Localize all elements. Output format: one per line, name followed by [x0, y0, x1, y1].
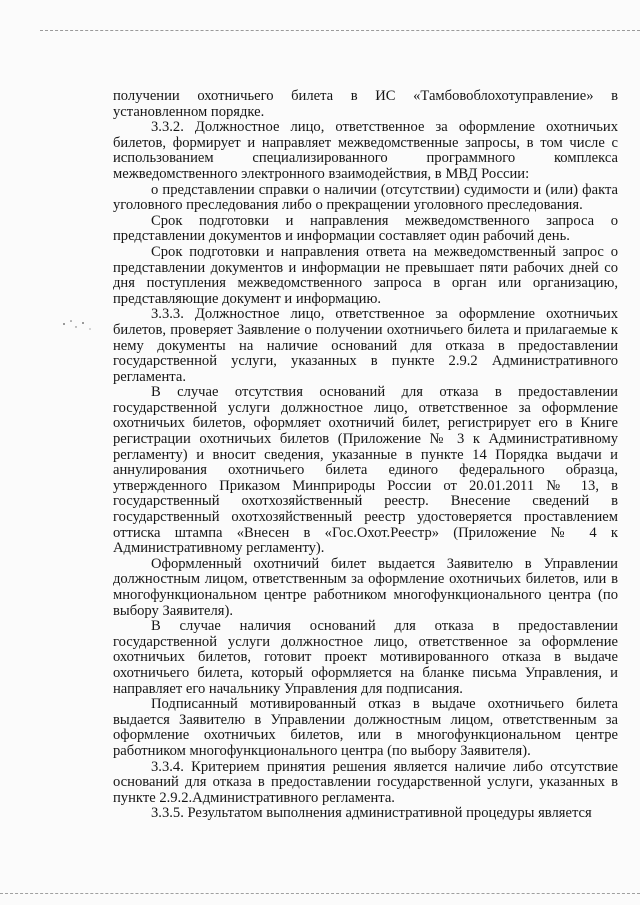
- scan-fold-line-top: [40, 30, 640, 31]
- paragraph: В случае отсутствия оснований для отказа в предоставлении государственной услуги должностное лицо, ответственное за оформление охотничьих билетов, оформляет охотничий билет, регистрирует его в Книге регистрации охотничьих билетов (Приложение № 3 к Административному регламенту) и вносит сведения, указанные в пункте 14 Порядка выдачи и аннулирования охотничьего билета единого федерального образца, утвержденного Приказом Минприроды России от 20.01.2011 № 13, в государственный охотхозяйственный реестр. Внесение сведений в государственный охотхозяйственный реестр удостоверяется проставлением оттиска штампа «Внесен в «Гос.Охот.Реестр» (Приложение № 4 к Административному регламенту).: [113, 384, 618, 557]
- paragraph: получении охотничьего билета в ИС «Тамбовоблохотуправление» в установленном порядке.: [113, 88, 618, 120]
- paragraph: Срок подготовки и направления межведомственного запроса о представлении документов и информации составляет один рабочий день.: [113, 212, 618, 245]
- paragraph: 3.3.2. Должностное лицо, ответственное за оформление охотничьих билетов, формирует и направляет межведомственные запросы, в том числе с использованием специализированного программного комплекса межведомственного электронного взаимодействия, в МВД России:: [113, 119, 618, 182]
- scan-fold-line-bottom: [0, 893, 640, 894]
- paragraph: 3.3.4. Критерием принятия решения является наличие либо отсутствие оснований для отказа в предоставлении государственной услуги, указанных в пункте 2.9.2.Административного регламента.: [113, 758, 618, 806]
- paragraph: В случае наличия оснований для отказа в предоставлении государственной услуги должностное лицо, ответственное за оформление охотничьих билетов, готовит проект мотивированного отказа в выдаче охотничьего билета, который оформляется на бланке письма Управления, и направляет его начальнику Управления для подписания.: [113, 618, 618, 697]
- paragraph: Срок подготовки и направления ответа на межведомственный запрос о представлении документов и информации не превышает пяти рабочих дней со дня поступления межведомственного запроса в орган или организацию, представляющие документ и информацию.: [113, 243, 618, 307]
- scan-specks: [60, 318, 100, 334]
- paragraph: 3.3.3. Должностное лицо, ответственное за оформление охотничьих билетов, проверяет Заявление о получении охотничьего билета и прилагаемые к нему документы на наличие оснований для отказа в предоставлении государственной услуги, указанных в пункте 2.9.2 Административного регламента.: [113, 306, 618, 385]
- paragraph: о представлении справки о наличии (отсутствии) судимости и (или) факта уголовного преследования либо о прекращении уголовного преследования.: [113, 181, 618, 214]
- paragraph: 3.3.5. Результатом выполнения административной процедуры является: [151, 805, 592, 822]
- document-body: [113, 89, 618, 822]
- paragraph: Оформленный охотничий билет выдается Заявителю в Управлении должностным лицом, ответственным за оформление охотничьих билетов, или в многофункциональном центре работником многофункционального центра (по выбору Заявителя).: [113, 555, 618, 619]
- paragraph: Подписанный мотивированный отказ в выдаче охотничьего билета выдается Заявителю в Управлении должностным лицом, ответственным за оформление охотничьих билетов, или в многофункциональном центре работником многофункционального центра (по выбору Заявителя).: [113, 696, 618, 759]
